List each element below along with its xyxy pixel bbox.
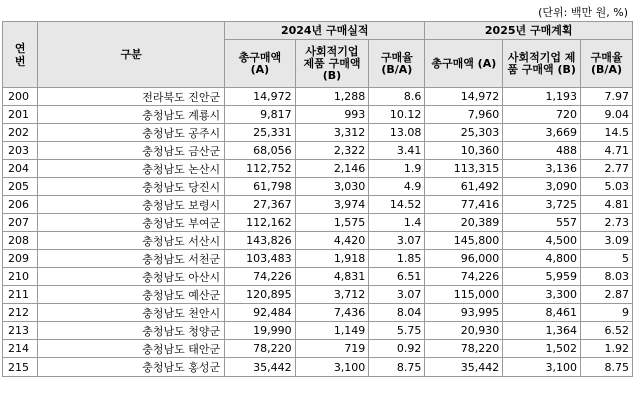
cell-rate-2025: 4.71 [581,142,633,160]
cell-social-2025: 4,800 [503,250,581,268]
cell-total-2024: 78,220 [225,340,296,358]
cell-rate-2025: 7.97 [581,88,633,106]
cell-rate-2025: 1.92 [581,340,633,358]
cell-no: 211 [3,286,38,304]
cell-social-2025: 488 [503,142,581,160]
cell-total-2025: 145,800 [425,232,503,250]
cell-social-2025: 1,364 [503,322,581,340]
cell-rate-2024: 5.75 [369,322,425,340]
cell-rate-2024: 6.51 [369,268,425,286]
cell-no: 209 [3,250,38,268]
header-social-2025: 사회적기업 제품 구매액 (B) [503,40,581,88]
cell-rate-2024: 14.52 [369,196,425,214]
cell-total-2025: 20,930 [425,322,503,340]
cell-rate-2024: 8.6 [369,88,425,106]
table-row [3,106,633,124]
cell-social-2024: 3,974 [295,196,369,214]
table-row [3,178,633,196]
cell-no: 212 [3,304,38,322]
cell-rate-2024: 10.12 [369,106,425,124]
cell-social-2024: 993 [295,106,369,124]
cell-no: 200 [3,88,38,106]
cell-social-2025: 3,725 [503,196,581,214]
cell-social-2024: 1,288 [295,88,369,106]
cell-no: 202 [3,124,38,142]
cell-rate-2025: 2.77 [581,160,633,178]
cell-name: 충청남도 논산시 [38,160,225,178]
cell-rate-2024: 1.85 [369,250,425,268]
cell-total-2024: 92,484 [225,304,296,322]
table-row [3,322,633,340]
cell-rate-2024: 3.41 [369,142,425,160]
cell-rate-2024: 8.04 [369,304,425,322]
header-total-2024: 총구매액 (A) [225,40,296,88]
cell-no: 215 [3,358,38,377]
table-row [3,196,633,214]
cell-rate-2024: 4.9 [369,178,425,196]
cell-rate-2025: 5.03 [581,178,633,196]
cell-total-2025: 10,360 [425,142,503,160]
cell-total-2024: 112,162 [225,214,296,232]
cell-social-2024: 4,831 [295,268,369,286]
cell-name: 충청남도 천안시 [38,304,225,322]
cell-total-2024: 103,483 [225,250,296,268]
header-rate-2025: 구매율 (B/A) [581,40,633,88]
cell-social-2024: 1,918 [295,250,369,268]
table-row [3,304,633,322]
cell-social-2024: 2,322 [295,142,369,160]
cell-social-2025: 4,500 [503,232,581,250]
cell-social-2025: 3,669 [503,124,581,142]
header-no: 연번 [3,22,38,88]
cell-name: 충청남도 홍성군 [38,358,225,377]
cell-no: 204 [3,160,38,178]
cell-rate-2025: 9 [581,304,633,322]
cell-social-2025: 3,100 [503,358,581,377]
cell-total-2025: 35,442 [425,358,503,377]
cell-total-2024: 25,331 [225,124,296,142]
cell-no: 205 [3,178,38,196]
table-body [3,88,633,377]
header-name: 구분 [38,22,225,88]
cell-rate-2025: 8.03 [581,268,633,286]
table-row [3,142,633,160]
cell-social-2024: 4,420 [295,232,369,250]
cell-rate-2025: 6.52 [581,322,633,340]
cell-rate-2025: 14.5 [581,124,633,142]
table-row [3,358,633,377]
header-group-2025: 2025년 구매계획 [425,22,633,40]
cell-social-2025: 1,193 [503,88,581,106]
cell-total-2024: 120,895 [225,286,296,304]
cell-name: 충청남도 당진시 [38,178,225,196]
table-row [3,160,633,178]
table-row [3,88,633,106]
cell-name: 충청남도 서천군 [38,250,225,268]
cell-total-2024: 14,972 [225,88,296,106]
table-row [3,268,633,286]
cell-no: 201 [3,106,38,124]
cell-total-2024: 61,798 [225,178,296,196]
cell-rate-2024: 1.4 [369,214,425,232]
cell-rate-2024: 1.9 [369,160,425,178]
cell-social-2025: 557 [503,214,581,232]
cell-social-2024: 3,030 [295,178,369,196]
cell-name: 충청남도 부여군 [38,214,225,232]
cell-social-2024: 3,100 [295,358,369,377]
cell-no: 206 [3,196,38,214]
cell-social-2024: 3,712 [295,286,369,304]
cell-total-2025: 93,995 [425,304,503,322]
cell-no: 214 [3,340,38,358]
cell-total-2024: 19,990 [225,322,296,340]
cell-no: 210 [3,268,38,286]
cell-total-2024: 35,442 [225,358,296,377]
cell-name: 전라북도 진안군 [38,88,225,106]
cell-social-2025: 3,300 [503,286,581,304]
cell-name: 충청남도 예산군 [38,286,225,304]
cell-total-2025: 78,220 [425,340,503,358]
cell-total-2024: 27,367 [225,196,296,214]
cell-name: 충청남도 서산시 [38,232,225,250]
table-row [3,124,633,142]
cell-social-2025: 720 [503,106,581,124]
cell-rate-2024: 13.08 [369,124,425,142]
cell-rate-2025: 9.04 [581,106,633,124]
cell-name: 충청남도 공주시 [38,124,225,142]
cell-total-2024: 112,752 [225,160,296,178]
cell-total-2024: 143,826 [225,232,296,250]
unit-note: (단위: 백만 원, %) [538,6,628,19]
cell-total-2024: 74,226 [225,268,296,286]
cell-rate-2025: 4.81 [581,196,633,214]
header-total-2025: 총구매액 (A) [425,40,503,88]
header-social-2024: 사회적기업 제품 구매액 (B) [295,40,369,88]
cell-no: 203 [3,142,38,160]
cell-social-2024: 2,146 [295,160,369,178]
cell-total-2025: 14,972 [425,88,503,106]
cell-total-2024: 9,817 [225,106,296,124]
cell-social-2024: 3,312 [295,124,369,142]
cell-no: 213 [3,322,38,340]
cell-name: 충청남도 보령시 [38,196,225,214]
cell-social-2025: 1,502 [503,340,581,358]
cell-social-2024: 1,575 [295,214,369,232]
cell-total-2025: 61,492 [425,178,503,196]
cell-name: 충청남도 청양군 [38,322,225,340]
cell-name: 충청남도 금산군 [38,142,225,160]
cell-rate-2025: 5 [581,250,633,268]
cell-social-2025: 3,090 [503,178,581,196]
cell-social-2024: 719 [295,340,369,358]
cell-rate-2024: 8.75 [369,358,425,377]
cell-social-2025: 3,136 [503,160,581,178]
cell-total-2025: 115,000 [425,286,503,304]
table-row [3,340,633,358]
cell-total-2025: 20,389 [425,214,503,232]
cell-rate-2024: 0.92 [369,340,425,358]
cell-no: 207 [3,214,38,232]
cell-total-2025: 77,416 [425,196,503,214]
table-row [3,250,633,268]
table-header [3,22,633,88]
cell-total-2025: 96,000 [425,250,503,268]
cell-rate-2024: 3.07 [369,232,425,250]
cell-name: 충청남도 아산시 [38,268,225,286]
cell-total-2025: 25,303 [425,124,503,142]
cell-total-2025: 113,315 [425,160,503,178]
cell-no: 208 [3,232,38,250]
header-group-2024: 2024년 구매실적 [225,22,425,40]
cell-rate-2025: 2.73 [581,214,633,232]
cell-social-2024: 1,149 [295,322,369,340]
cell-social-2024: 7,436 [295,304,369,322]
cell-total-2025: 7,960 [425,106,503,124]
cell-total-2024: 68,056 [225,142,296,160]
cell-rate-2025: 3.09 [581,232,633,250]
cell-total-2025: 74,226 [425,268,503,286]
cell-rate-2024: 3.07 [369,286,425,304]
cell-rate-2025: 8.75 [581,358,633,377]
cell-name: 충청남도 계룡시 [38,106,225,124]
header-rate-2024: 구매율 (B/A) [369,40,425,88]
cell-social-2025: 8,461 [503,304,581,322]
cell-name: 충청남도 태안군 [38,340,225,358]
table-row [3,286,633,304]
purchase-table [2,21,633,377]
cell-social-2025: 5,959 [503,268,581,286]
table-row [3,232,633,250]
cell-rate-2025: 2.87 [581,286,633,304]
table-row [3,214,633,232]
